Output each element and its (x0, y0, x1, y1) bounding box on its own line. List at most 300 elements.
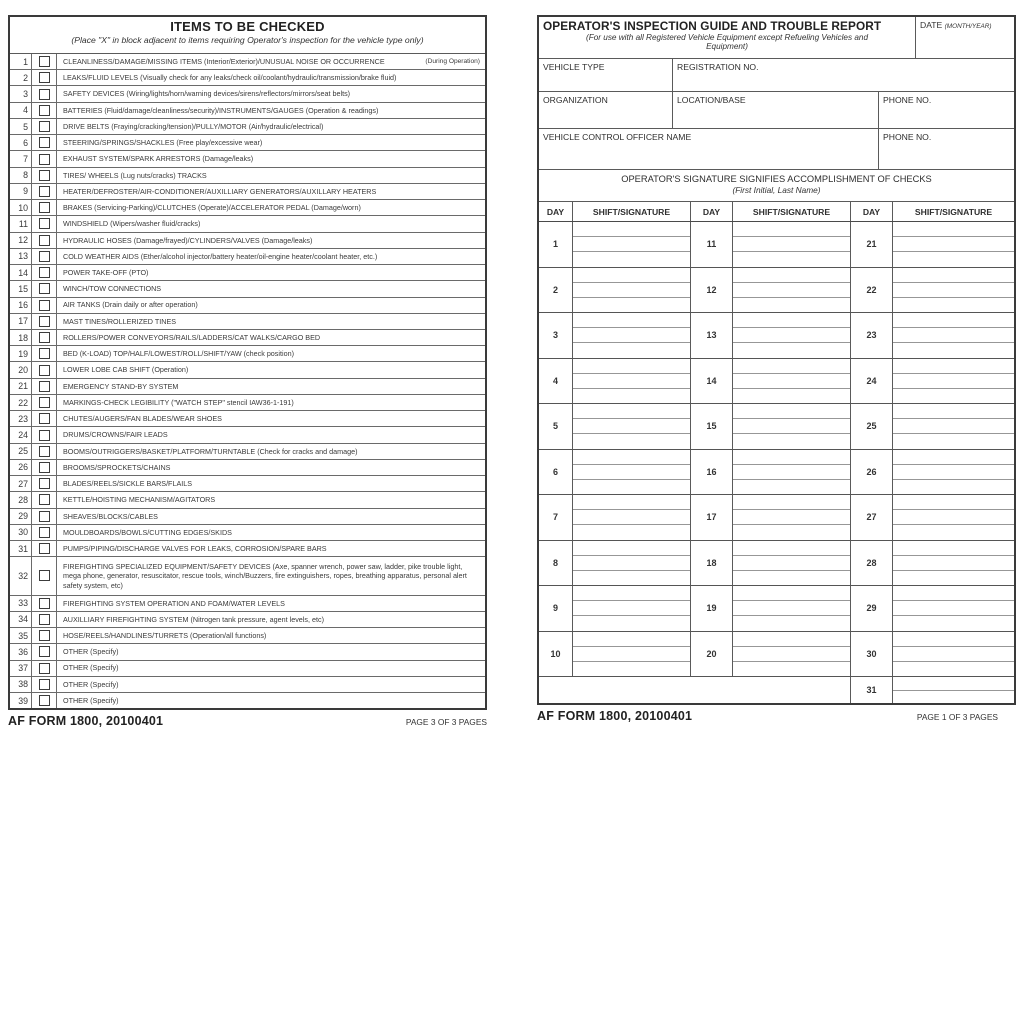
signature-line[interactable] (573, 342, 690, 357)
signature-cell (892, 268, 1014, 313)
item-checkbox[interactable] (39, 235, 50, 246)
item-checkbox-cell (32, 249, 57, 264)
signature-line[interactable] (733, 615, 850, 630)
phone-no-field[interactable] (878, 92, 1014, 128)
signature-line[interactable] (573, 388, 690, 403)
item-checkbox-cell (32, 476, 57, 491)
item-label: MAST TINES/ROLLERIZED TINES (63, 316, 177, 326)
signature-line[interactable] (573, 404, 690, 418)
signature-cell (732, 495, 850, 540)
item-label: TIRES/ WHEELS (Lug nuts/cracks) TRACKS (63, 170, 207, 180)
item-number: 3 (10, 86, 32, 101)
signature-cell (892, 222, 1014, 267)
signature-cell (892, 313, 1014, 358)
item-label: LOWER LOBE CAB SHIFT (Operation) (63, 365, 189, 375)
signature-banner (539, 170, 1014, 202)
item-row (10, 460, 485, 476)
signature-day-row (539, 359, 1014, 405)
item-number: 27 (10, 476, 32, 491)
signature-line[interactable] (733, 509, 850, 524)
item-checkbox[interactable] (39, 570, 50, 581)
item-checkbox[interactable] (39, 186, 50, 197)
item-number: 2 (10, 70, 32, 85)
signature-line[interactable] (733, 327, 850, 342)
item-checkbox[interactable] (39, 121, 50, 132)
signature-line[interactable] (893, 555, 1014, 570)
location-base-label: LOCATION/BASE (677, 95, 746, 105)
signature-cell (732, 541, 850, 586)
item-label: KETTLE/HOISTING MECHANISM/AGITATORS (63, 495, 216, 505)
item-row (10, 525, 485, 541)
item-label: OTHER (Specify) (63, 679, 119, 689)
item-checkbox[interactable] (39, 527, 50, 538)
shift-signature-column-header: SHIFT/SIGNATURE (732, 202, 850, 221)
signature-line[interactable] (733, 541, 850, 555)
signature-line[interactable] (573, 297, 690, 312)
item-label-cell (57, 216, 485, 231)
signature-cell (572, 313, 690, 358)
signature-day-row (539, 541, 1014, 587)
item-label: AIR TANKS (Drain daily or after operation) (63, 300, 198, 310)
inspection-guide-table (537, 15, 1016, 705)
item-label: MARKINGS-CHECK LEGIBILITY ("WATCH STEP" stencil IAW36-1-191) (63, 397, 294, 407)
item-checkbox-cell (32, 135, 57, 150)
item-checkbox[interactable] (39, 332, 50, 343)
item-checkbox[interactable] (39, 511, 50, 522)
item-checkbox-cell (32, 281, 57, 296)
item-label-cell (57, 628, 485, 643)
signature-line[interactable] (893, 251, 1014, 266)
signature-line[interactable] (573, 359, 690, 373)
item-checkbox-cell (32, 644, 57, 659)
signature-line[interactable] (573, 495, 690, 509)
signature-line[interactable] (893, 373, 1014, 388)
item-checkbox-cell (32, 492, 57, 507)
item-row (10, 298, 485, 314)
signature-line[interactable] (893, 388, 1014, 403)
signature-line[interactable] (733, 479, 850, 494)
signature-line[interactable] (893, 359, 1014, 373)
signature-line[interactable] (733, 418, 850, 433)
signature-line[interactable] (893, 541, 1014, 555)
vehicle-type-field[interactable] (539, 59, 672, 91)
item-row (10, 184, 485, 200)
item-row (10, 395, 485, 411)
item-checkbox[interactable] (39, 663, 50, 674)
item-checkbox[interactable] (39, 348, 50, 359)
signature-line[interactable] (573, 251, 690, 266)
signature-line[interactable] (733, 236, 850, 251)
item-label: WINDSHIELD (Wipers/washer fluid/cracks) (63, 219, 201, 229)
signature-cell (572, 541, 690, 586)
item-checkbox[interactable] (39, 316, 50, 327)
item-label-cell (57, 86, 485, 101)
day-number-cell: 5 (552, 421, 558, 432)
signature-line[interactable] (893, 524, 1014, 539)
item-label-cell (57, 541, 485, 556)
signature-line[interactable] (893, 297, 1014, 312)
day-number-cell: 10 (550, 648, 561, 659)
signature-cell (892, 495, 1014, 540)
item-label: WINCH/TOW CONNECTIONS (63, 284, 162, 294)
signature-line[interactable] (573, 570, 690, 585)
item-checkbox[interactable] (39, 105, 50, 116)
item-checkbox[interactable] (39, 137, 50, 148)
item-checkbox[interactable] (39, 478, 50, 489)
item-checkbox-cell (32, 427, 57, 442)
item-checkbox[interactable] (39, 446, 50, 457)
item-label-cell (57, 596, 485, 611)
item-label-cell (57, 476, 485, 491)
item-checkbox-cell (32, 86, 57, 101)
signature-line[interactable] (893, 570, 1014, 585)
item-checkbox[interactable] (39, 170, 50, 181)
signature-line[interactable] (573, 268, 690, 282)
signature-line[interactable] (733, 555, 850, 570)
item-label-cell (57, 346, 485, 361)
item-checkbox-cell (32, 314, 57, 329)
item-checkbox[interactable] (39, 494, 50, 505)
item-number: 8 (10, 168, 32, 183)
date-field[interactable] (915, 17, 1014, 58)
item-row (10, 330, 485, 346)
day-column-header: DAY (850, 202, 892, 221)
signature-line[interactable] (893, 509, 1014, 524)
page-number: PAGE 3 OF 3 PAGES (405, 717, 487, 727)
item-checkbox[interactable] (39, 154, 50, 165)
item-number: 15 (10, 281, 32, 296)
item-label: STEERING/SPRINGS/SHACKLES (Free play/excessive wear) (63, 138, 263, 148)
item-number: 6 (10, 135, 32, 150)
item-label-cell (57, 265, 485, 280)
signature-line[interactable] (573, 222, 690, 236)
item-row (10, 200, 485, 216)
signature-cell (732, 632, 850, 677)
item-number: 22 (10, 395, 32, 410)
signature-line[interactable] (893, 677, 1014, 690)
signature-line[interactable] (893, 632, 1014, 646)
signature-line[interactable] (893, 646, 1014, 661)
item-checkbox[interactable] (39, 72, 50, 83)
item-label-cell (57, 233, 485, 248)
item-label: BRAKES (Servicing-Parking)/CLUTCHES (Operate)/ACCELERATOR PEDAL (Damage/worn) (63, 203, 361, 213)
item-checkbox-cell (32, 612, 57, 627)
item-row (10, 168, 485, 184)
item-row (10, 86, 485, 102)
signature-line[interactable] (893, 418, 1014, 433)
signature-line[interactable] (733, 433, 850, 448)
item-number: 26 (10, 460, 32, 475)
signature-line[interactable] (893, 236, 1014, 251)
signature-line[interactable] (573, 555, 690, 570)
item-checkbox-cell (32, 54, 57, 69)
signature-day-row (539, 222, 1014, 268)
item-number: 5 (10, 119, 32, 134)
item-label: CHUTES/AUGERS/FAN BLADES/WEAR SHOES (63, 414, 222, 424)
signature-line[interactable] (733, 268, 850, 282)
item-label-cell (57, 444, 485, 459)
item-checkbox[interactable] (39, 679, 50, 690)
item-label-cell (57, 557, 485, 594)
item-label: EMERGENCY STAND-BY SYSTEM (63, 381, 179, 391)
day-number-cell: 7 (552, 512, 558, 523)
signature-line[interactable] (733, 342, 850, 357)
item-checkbox[interactable] (39, 381, 50, 392)
signature-line[interactable] (733, 388, 850, 403)
signature-line[interactable] (733, 313, 850, 327)
signature-line[interactable] (893, 268, 1014, 282)
item-checkbox[interactable] (39, 614, 50, 625)
signature-line[interactable] (733, 297, 850, 312)
day-number-cell: 9 (552, 603, 558, 614)
signature-line[interactable] (733, 570, 850, 585)
signature-line[interactable] (573, 509, 690, 524)
item-checkbox-cell (32, 233, 57, 248)
item-row (10, 411, 485, 427)
signature-line[interactable] (893, 690, 1014, 704)
signature-cell (572, 359, 690, 404)
signature-day-row (539, 313, 1014, 359)
item-row (10, 314, 485, 330)
item-label-cell (57, 460, 485, 475)
day-number-cell: 26 (850, 450, 892, 495)
signature-line[interactable] (573, 433, 690, 448)
vco-phone-no-label: PHONE NO. (883, 132, 932, 142)
organization-field[interactable] (539, 92, 672, 128)
signature-line[interactable] (573, 615, 690, 630)
item-checkbox[interactable] (39, 646, 50, 657)
organization-label: ORGANIZATION (543, 95, 608, 105)
item-row (10, 362, 485, 378)
item-row (10, 661, 485, 677)
item-checkbox[interactable] (39, 413, 50, 424)
registration-no-field[interactable] (672, 59, 1014, 91)
title-row (539, 17, 1014, 59)
item-label-cell (57, 70, 485, 85)
day-number-cell: 15 (690, 404, 732, 449)
signature-line[interactable] (733, 251, 850, 266)
signature-line[interactable] (733, 586, 850, 600)
item-number: 37 (10, 661, 32, 676)
item-number: 24 (10, 427, 32, 442)
item-row (10, 427, 485, 443)
item-number: 23 (10, 411, 32, 426)
date-note: (MONTH/YEAR) (944, 23, 992, 30)
day-number-cell: 4 (552, 375, 558, 386)
inspection-guide-page (537, 15, 1016, 723)
item-checkbox[interactable] (39, 300, 50, 311)
signature-line[interactable] (733, 661, 850, 676)
signature-day-row (539, 632, 1014, 678)
signature-line[interactable] (573, 600, 690, 615)
item-checkbox-cell (32, 395, 57, 410)
item-label-cell (57, 281, 485, 296)
signature-cell (892, 632, 1014, 677)
item-checkbox[interactable] (39, 397, 50, 408)
item-label-cell (57, 249, 485, 264)
item-label: BLADES/REELS/SICKLE BARS/FLAILS (63, 479, 193, 489)
item-checkbox[interactable] (39, 283, 50, 294)
signature-line[interactable] (573, 313, 690, 327)
vehicle-row (539, 59, 1014, 92)
item-row (10, 644, 485, 660)
signature-line[interactable] (733, 495, 850, 509)
item-checkbox[interactable] (39, 630, 50, 641)
phone-no-label: PHONE NO. (883, 95, 932, 105)
item-checkbox[interactable] (39, 365, 50, 376)
item-checkbox-cell (32, 509, 57, 524)
signature-line[interactable] (893, 327, 1014, 342)
signature-line[interactable] (733, 464, 850, 479)
signature-line[interactable] (573, 661, 690, 676)
items-title: ITEMS TO BE CHECKED (170, 19, 325, 34)
item-label-cell (57, 379, 485, 394)
signature-line[interactable] (893, 464, 1014, 479)
item-checkbox-cell (32, 677, 57, 692)
signature-table-body (539, 222, 1014, 677)
item-checkbox[interactable] (39, 462, 50, 473)
item-row (10, 346, 485, 362)
day-number-cell: 30 (850, 632, 892, 677)
item-checkbox[interactable] (39, 218, 50, 229)
item-label-cell (57, 644, 485, 659)
location-base-field[interactable] (672, 92, 878, 128)
signature-line[interactable] (893, 495, 1014, 509)
item-number: 38 (10, 677, 32, 692)
signature-line[interactable] (893, 661, 1014, 676)
item-row (10, 103, 485, 119)
item-checkbox[interactable] (39, 695, 50, 706)
signature-line[interactable] (733, 373, 850, 388)
item-number: 7 (10, 151, 32, 166)
signature-line[interactable] (573, 373, 690, 388)
item-checkbox[interactable] (39, 430, 50, 441)
signature-line[interactable] (733, 282, 850, 297)
item-label-cell (57, 612, 485, 627)
signature-line[interactable] (733, 646, 850, 661)
signature-line[interactable] (893, 615, 1014, 630)
signature-cell (572, 586, 690, 631)
item-checkbox-cell (32, 200, 57, 215)
signature-line[interactable] (573, 450, 690, 464)
item-checkbox[interactable] (39, 202, 50, 213)
item-number: 19 (10, 346, 32, 361)
item-label: EXHAUST SYSTEM/SPARK ARRESTORS (Damage/leaks) (63, 154, 254, 164)
item-number: 33 (10, 596, 32, 611)
day-number-cell: 22 (850, 268, 892, 313)
day-number-cell: 19 (690, 586, 732, 631)
item-checkbox[interactable] (39, 89, 50, 100)
signature-cell (892, 586, 1014, 631)
item-number: 16 (10, 298, 32, 313)
signature-line[interactable] (573, 479, 690, 494)
signature-line[interactable] (733, 632, 850, 646)
item-checkbox[interactable] (39, 267, 50, 278)
item-number: 32 (10, 557, 32, 594)
signature-line[interactable] (893, 450, 1014, 464)
signature-line[interactable] (893, 586, 1014, 600)
signature-line[interactable] (733, 450, 850, 464)
signature-line[interactable] (893, 479, 1014, 494)
item-checkbox-cell (32, 184, 57, 199)
signature-line[interactable] (573, 236, 690, 251)
item-checkbox-cell (32, 557, 57, 594)
signature-line[interactable] (573, 586, 690, 600)
day-number-cell: 20 (690, 632, 732, 677)
item-label: LEAKS/FLUID LEVELS (Visually check for any leaks/check oil/coolant/hydraulic/transmission/brake fluid) (63, 73, 397, 83)
item-label: CLEANLINESS/DAMAGE/MISSING ITEMS (Interior/Exterior)/UNUSUAL NOISE OR OCCURRENCE (63, 56, 385, 66)
signature-line[interactable] (573, 327, 690, 342)
item-label: OTHER (Specify) (63, 663, 119, 673)
signature-line[interactable] (573, 282, 690, 297)
item-row (10, 119, 485, 135)
item-label-cell (57, 525, 485, 540)
item-checkbox[interactable] (39, 251, 50, 262)
item-number: 13 (10, 249, 32, 264)
signature-line[interactable] (573, 524, 690, 539)
signature-line[interactable] (893, 342, 1014, 357)
signature-line[interactable] (893, 433, 1014, 448)
item-label: HEATER/DEFROSTER/AIR-CONDITIONER/AUXILLIARY GENERATORS/AUXILLARY HEATERS (63, 186, 377, 196)
item-checkbox-cell (32, 525, 57, 540)
signature-cell (892, 541, 1014, 586)
vco-phone-no-field[interactable] (878, 129, 1014, 169)
day-column-header: DAY (546, 206, 565, 217)
signature-line[interactable] (893, 313, 1014, 327)
signature-line[interactable] (893, 404, 1014, 418)
day-number-cell: 16 (690, 450, 732, 495)
signature-line[interactable] (573, 464, 690, 479)
signature-cell (732, 313, 850, 358)
day-number-cell: 24 (850, 359, 892, 404)
signature-line[interactable] (733, 600, 850, 615)
item-label: ROLLERS/POWER CONVEYORS/RAILS/LADDERS/CAT WALKS/CARGO BED (63, 332, 321, 342)
signature-line[interactable] (733, 524, 850, 539)
item-checkbox[interactable] (39, 598, 50, 609)
vehicle-control-officer-field[interactable] (539, 129, 878, 169)
item-label-cell (57, 103, 485, 118)
signature-line[interactable] (733, 359, 850, 373)
signature-cell (732, 586, 850, 631)
item-label-cell (57, 135, 485, 150)
item-label: OTHER (Specify) (63, 695, 119, 705)
signature-line[interactable] (733, 404, 850, 418)
signature-day-row (539, 404, 1014, 450)
day-number-cell: 18 (690, 541, 732, 586)
signature-line[interactable] (573, 418, 690, 433)
signature-line[interactable] (893, 222, 1014, 236)
item-checkbox[interactable] (39, 543, 50, 554)
item-row (10, 70, 485, 86)
form-subtitle-line2: Equipment) (706, 42, 748, 52)
item-row (10, 151, 485, 167)
signature-line[interactable] (893, 600, 1014, 615)
signature-line[interactable] (733, 222, 850, 236)
item-row (10, 509, 485, 525)
day-number-cell: 23 (850, 313, 892, 358)
signature-table-header (539, 202, 1014, 222)
day-number-cell: 11 (690, 222, 732, 267)
signature-line[interactable] (893, 282, 1014, 297)
item-label: FIREFIGHTING SYSTEM OPERATION AND FOAM/WATER LEVELS (63, 598, 285, 608)
signature-line[interactable] (573, 541, 690, 555)
item-number: 36 (10, 644, 32, 659)
signature-line[interactable] (573, 632, 690, 646)
item-row (10, 693, 485, 708)
signature-line[interactable] (573, 646, 690, 661)
item-checkbox[interactable] (39, 56, 50, 67)
item-label: AUXILLIARY FIREFIGHTING SYSTEM (Nitrogen tank pressure, agent levels, etc) (63, 614, 324, 624)
